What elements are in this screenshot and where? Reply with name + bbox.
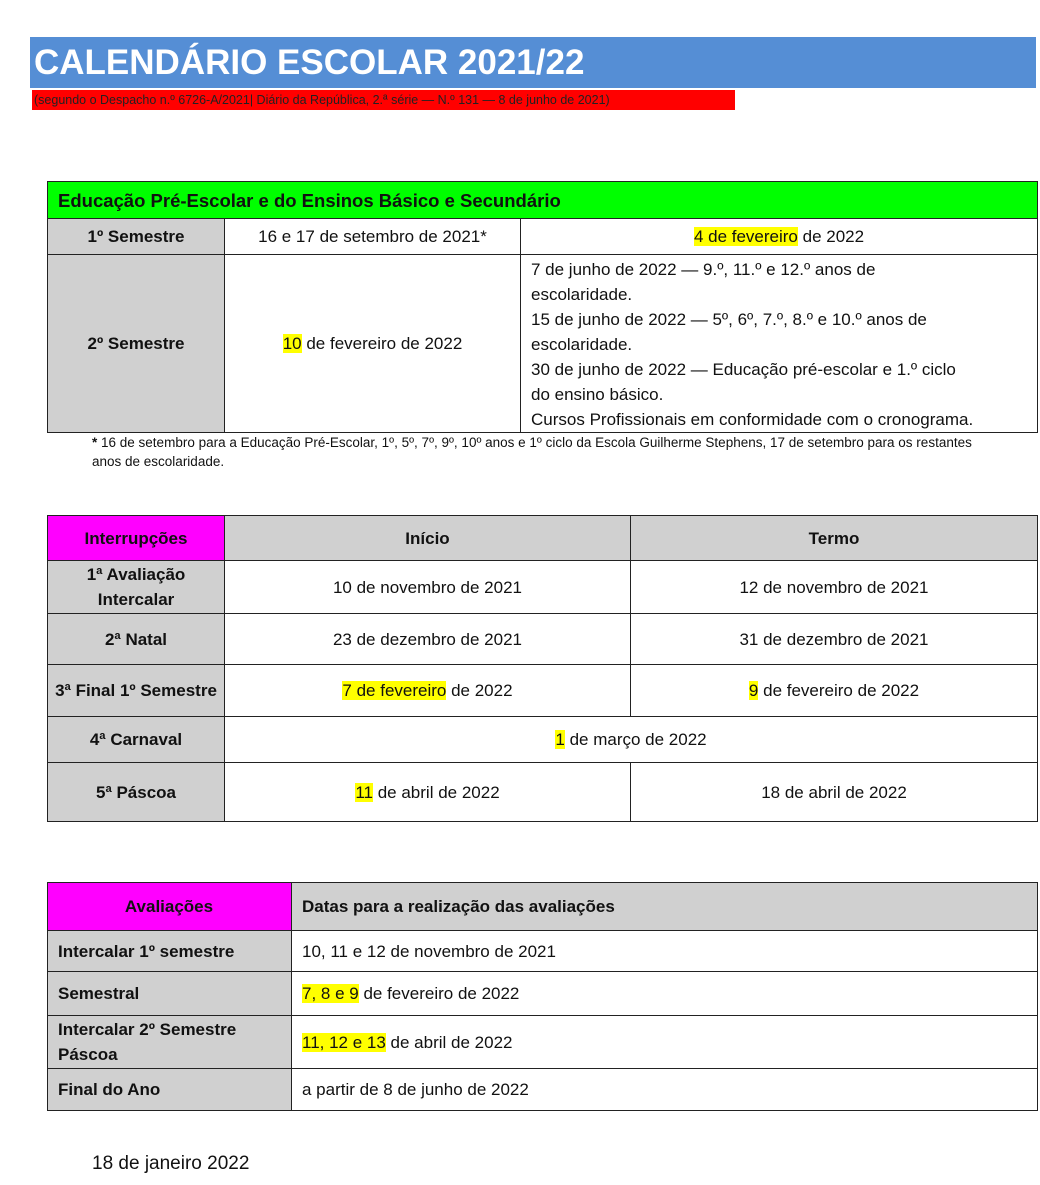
semester-1-start: 16 e 17 de setembro de 2021*	[225, 219, 521, 255]
semester-2-end	[521, 255, 1038, 433]
semester-2-end-line: 7 de junho de 2022 — 9.º, 11.º e 12.º anos de	[531, 260, 876, 279]
evaluation-label: Semestral	[48, 972, 292, 1016]
semesters-header-row	[48, 182, 1038, 219]
semester-2-end-line: 30 de junho de 2022 — Educação pré-escolar e 1.º ciclo	[531, 360, 956, 379]
table-row	[48, 717, 1038, 763]
evaluation-date	[292, 972, 1038, 1016]
interruption-label: 3ª Final 1º Semestre	[48, 665, 225, 717]
semester-1-end	[521, 219, 1038, 255]
highlight: 1	[555, 730, 565, 749]
table-row	[48, 219, 1038, 255]
semester-2-end-line: do ensino básico.	[531, 385, 664, 404]
evaluations-header: Avaliações	[48, 883, 292, 931]
interruption-label: 4ª Carnaval	[48, 717, 225, 763]
start-header: Início	[225, 516, 631, 561]
evaluation-label: Intercalar 2º Semestre Páscoa	[48, 1016, 292, 1069]
interruption-end: 18 de abril de 2022	[631, 763, 1038, 822]
evaluation-date	[292, 1016, 1038, 1069]
highlight: 7, 8 e 9	[302, 984, 359, 1003]
evaluation-date-text: de abril de 2022	[385, 1032, 513, 1052]
highlight: 9	[748, 681, 759, 700]
table-row	[48, 614, 1038, 665]
table-row	[48, 1016, 1038, 1069]
footnote-text: 16 de setembro para a Educação Pré-Escolar, 1º, 5º, 7º, 9º, 10º anos e 1º ciclo da Escola Guilherme Stephens, 17 de setembro para os restantes anos de escolaridade.	[92, 435, 972, 469]
highlight: 4 de fevereiro	[693, 227, 798, 246]
evaluation-label: Intercalar 1º semestre	[48, 931, 292, 972]
semester-1-end-text: de 2022	[797, 227, 865, 246]
semester-2-start-text: de fevereiro de 2022	[301, 334, 463, 353]
evaluation-label: Final do Ano	[48, 1069, 292, 1111]
interruption-label: 1ª Avaliação Intercalar	[48, 561, 225, 614]
semesters-heading: Educação Pré-Escolar e do Ensinos Básico e Secundário	[48, 182, 1038, 219]
interruption-start-text: de abril de 2022	[373, 782, 500, 802]
semester-1-label: 1º Semestre	[48, 219, 225, 255]
interruptions-header: Interrupções	[48, 516, 225, 561]
semesters-footnote	[92, 433, 997, 471]
semester-2-end-line: Cursos Profissionais em conformidade com o cronograma.	[531, 410, 974, 429]
highlight: 7 de fevereiro	[342, 681, 447, 700]
page-subtitle: (segundo o Despacho n.º 6726-A/2021| Diário da República, 2.ª série — N.º 131 — 8 de junho de 2021)	[32, 90, 735, 110]
interruption-end: 12 de novembro de 2021	[631, 561, 1038, 614]
evaluation-date: a partir de 8 de junho de 2022	[292, 1069, 1038, 1111]
table-row	[48, 665, 1038, 717]
interruption-date-text: de março de 2022	[564, 730, 707, 749]
table-row	[48, 972, 1038, 1016]
highlight: 10	[282, 334, 302, 353]
footnote-star: *	[92, 435, 98, 450]
document-date: 18 de janeiro 2022	[92, 1153, 250, 1174]
semester-2-label: 2º Semestre	[48, 255, 225, 433]
page-title: CALENDÁRIO ESCOLAR 2021/22	[34, 43, 585, 82]
end-header: Termo	[631, 516, 1038, 561]
interruption-end	[631, 665, 1038, 717]
evaluations-header-row	[48, 883, 1038, 931]
highlight: 11	[355, 782, 373, 802]
evaluation-date-text: de fevereiro de 2022	[358, 984, 520, 1003]
table-row	[48, 763, 1038, 822]
dates-header: Datas para a realização das avaliações	[292, 883, 1038, 931]
interruptions-header-row	[48, 516, 1038, 561]
semester-2-start	[225, 255, 521, 433]
evaluation-date: 10, 11 e 12 de novembro de 2021	[292, 931, 1038, 972]
interruptions-table	[47, 515, 1038, 822]
semester-2-end-line: 15 de junho de 2022 — 5º, 6º, 7.º, 8.º e 10.º anos de	[531, 310, 927, 329]
semester-2-end-line: escolaridade.	[531, 335, 633, 354]
semester-2-end-line: escolaridade.	[531, 285, 633, 304]
interruption-start	[225, 763, 631, 822]
interruption-start: 10 de novembro de 2021	[225, 561, 631, 614]
evaluations-table	[47, 882, 1038, 1111]
interruption-date	[225, 717, 1038, 763]
table-row	[48, 931, 1038, 972]
interruption-end-text: de fevereiro de 2022	[758, 681, 920, 700]
interruption-start-text: de 2022	[446, 681, 513, 700]
interruption-end: 31 de dezembro de 2021	[631, 614, 1038, 665]
interruption-label: 2ª Natal	[48, 614, 225, 665]
interruption-start: 23 de dezembro de 2021	[225, 614, 631, 665]
interruption-start	[225, 665, 631, 717]
semesters-table	[47, 181, 1038, 433]
highlight: 11, 12 e 13	[302, 1032, 386, 1052]
table-row	[48, 1069, 1038, 1111]
interruption-label: 5ª Páscoa	[48, 763, 225, 822]
table-row	[48, 561, 1038, 614]
table-row	[48, 255, 1038, 433]
